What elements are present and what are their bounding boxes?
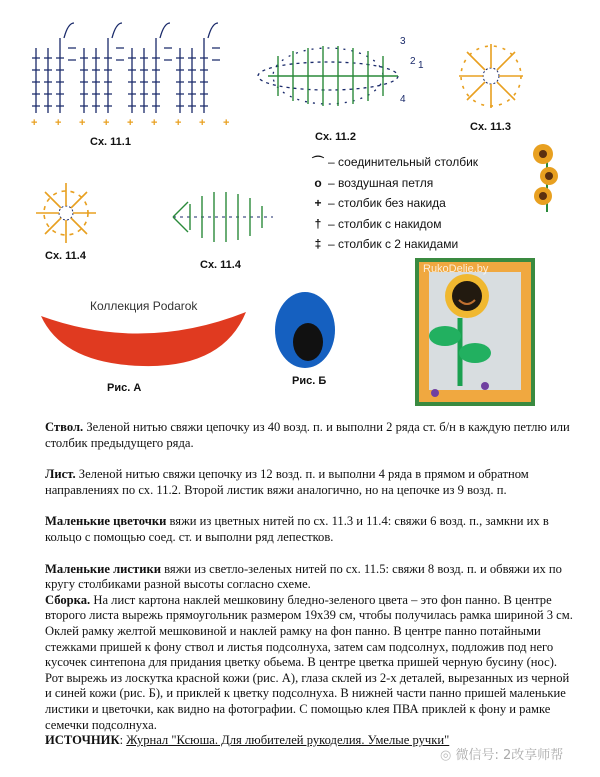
section-body: вяжи из цветных нитей по сх. 11.3 и 11.4: свяжи 6 возд. п., замкни их в кольцо с помощью соед. ст. и выполни ряд лепестков. [45,514,549,544]
photo-watermark: RukoDelie.by [423,263,489,275]
svg-text:+: + [127,117,134,129]
symbol-legend [312,152,478,255]
scheme-11-1-label: Сх. 11.1 [90,136,131,148]
legend-item [312,152,478,173]
legend-item [312,193,478,214]
legend-item [312,214,478,235]
legend-text: – столбик без накида [328,196,446,210]
scheme-11-3-label: Сх. 11.3 [470,121,511,133]
crochet-scheme-11-2 [248,26,428,126]
scheme-11-2-label: Сх. 11.2 [315,131,356,143]
section-title: Лист. [45,467,76,482]
eye-shape-figure-b [272,290,342,370]
section-title: Ствол. [45,420,84,434]
svg-text:+: + [151,117,158,129]
watermark-text: 微信号: 2改享师帮 [455,748,564,763]
source-separator: : [119,733,127,748]
scheme-11-4-label: Сх. 11.4 [45,250,86,262]
section-body: вяжи из светло-зеленых нитей по сх. 11.5: свяжи 8 возд. п. и обвяжи их по кругу столбиками разной высоты согласно схеме. [45,561,562,592]
double-crochet-icon: † [314,216,322,231]
section-stem [45,420,575,451]
scheme-11-4-leaf-label: Сх. 11.4 [200,259,241,271]
legend-item [312,173,478,194]
row-number: 2 [410,56,416,67]
crochet-scheme-11-1 [28,18,243,130]
row-number: 3 [400,36,406,47]
wechat-watermark [440,744,563,763]
collection-caption: Коллекция Podarok [90,299,198,313]
section-title: Маленькие листики [45,561,161,576]
source-label: ИСТОЧНИК [45,733,120,748]
legend-text: – столбик с накидом [328,216,442,231]
section-title: Маленькие цветочки [45,514,167,529]
svg-text:+: + [223,117,230,129]
section-small-leaves [45,562,575,593]
section-small-flowers [45,514,575,545]
sunflower-illustration [525,140,565,215]
treble-crochet-icon: ‡ [314,237,322,251]
slip-stitch-icon: ⌒ [312,155,325,169]
section-body: Зеленой нитью свяжи цепочку из 40 возд. п. и выполни 2 ряда ст. б/н в каждую петлю или столбик предыдущего ряда. [45,420,570,450]
wechat-icon: ◎ [440,748,456,763]
single-crochet-icon: + [314,196,322,210]
svg-text:+: + [31,117,38,129]
legend-text: – воздушная петля [328,175,434,190]
legend-text: – столбик с 2 накидами [328,237,459,251]
section-title: Сборка. [45,592,91,607]
section-body: На лист картона наклей мешковину бледно-зеленого цвета – это фон панно. В центре второго листа вырежь прямоугольник размером 19х39 см, чтобы получилась рамка шириной 3 см. Оклей рамку желтой мешковиной и наклей рамку на фон панно. В центре панно потайными стежками пришей к фону ствол и листья подсолнуха, затем сам подсолнух, подложив под него кусочек синтепона для придания цветку обьема. В центре цветка пришей черную бусину (нос). Рот вырежь из лоскутка красной кожи (рис. А), глаза склей из 2-х деталей, вырезанных из черной и синей кожи (рис. Б), и приклей к цветку подсолнуха. В нижней части панно пришей маленькие листики и цветочки, как видно на фотографии. С помощью клея ПВА приклей к фону и рамке семечки подсолнуха. [45,592,573,732]
section-assembly [45,593,575,733]
section-body: Зеленой нитью свяжи цепочку из 12 возд. п. и выполни 4 ряда в прямом и обратном направлениях по сх. 11.2. Второй листик вяжи аналогично, но на цепочке из 9 возд. п. [45,467,529,497]
chain-stitch-icon: o [314,175,322,190]
row-number: 1 [418,60,424,71]
section-leaf [45,467,575,498]
mouth-shape-figure-a [38,308,250,370]
legend-item [312,234,478,255]
source-link[interactable]: Журнал "Ксюша. Для любителей рукоделия. Умелые ручки" [126,733,450,748]
svg-text:+: + [199,117,206,129]
svg-text:+: + [55,117,62,129]
crochet-scheme-11-3 [455,40,527,112]
crochet-scheme-11-4-flower [33,180,99,246]
crochet-scheme-11-4-leaf [168,184,280,250]
sunflower-panel-photo [415,258,535,406]
svg-text:+: + [103,117,110,129]
figure-b-label: Рис. Б [292,375,327,387]
svg-text:+: + [175,117,182,129]
svg-text:+: + [79,117,86,129]
legend-text: – соединительный столбик [328,155,479,169]
figure-a-label: Рис. А [107,382,142,394]
row-number: 4 [400,94,406,105]
instructions-text [45,420,575,749]
